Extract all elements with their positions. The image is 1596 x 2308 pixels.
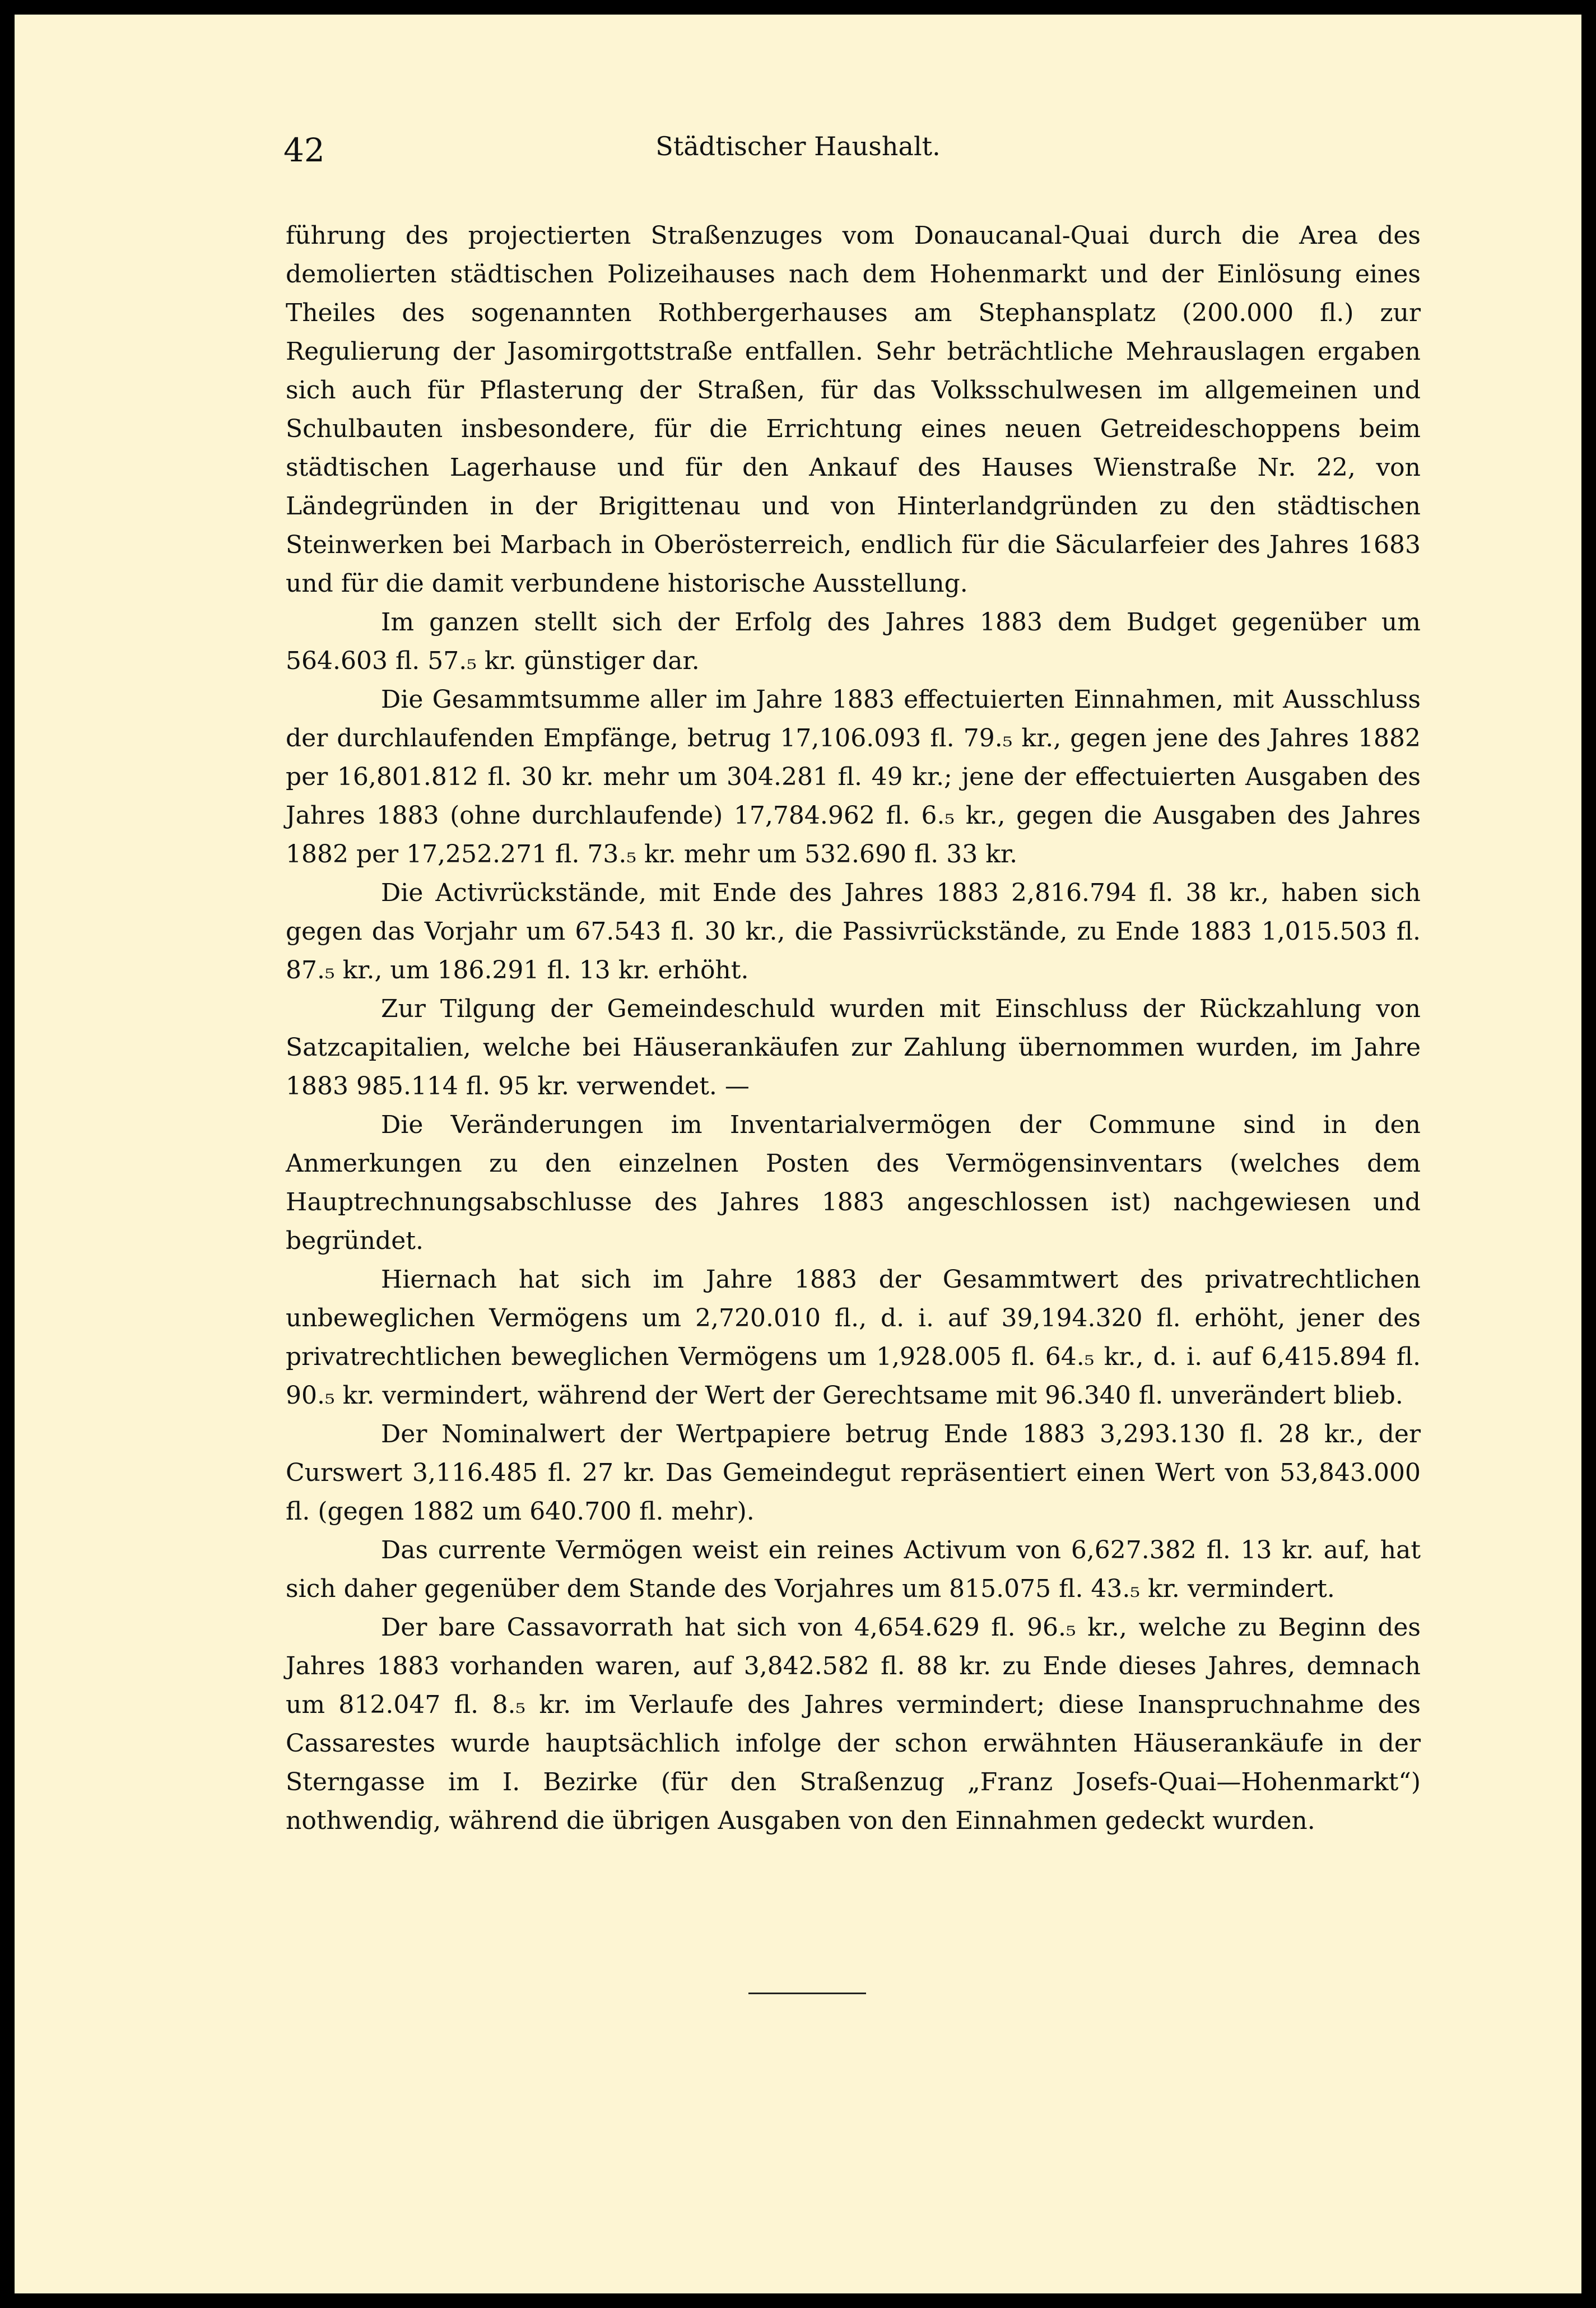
paragraph-4: Die Activrückstände, mit Ende des Jahres 1883 2,816.794 fl. 38 kr., haben sich gegen das Vorjahr um 67.543 fl. 30 kr., die Passivrückstände, zu Ende 1883 1,015.503 fl. 87.₅ kr., um 186.291 fl. 13 kr. erhöht. [286,879,1421,985]
closing-rule [748,1993,866,1994]
body-text [286,216,1421,1840]
paragraph-3: Die Gesammtsumme aller im Jahre 1883 effectuierten Einnahmen, mit Ausschluss der durchlaufenden Empfänge, betrug 17,106.093 fl. 79.₅ kr., gegen jene des Jahres 1882 per 16,801.812 fl. 30 kr. mehr um 304.281 fl. 49 kr.; jene der effectuierten Ausgaben des Jahres 1883 (ohne durchlaufende) 17,784.962 fl. 6.₅ kr., gegen die Ausgaben des Jahres 1882 per 17,252.271 fl. 73.₅ kr. mehr um 532.690 fl. 33 kr. [286,685,1421,869]
paragraph-8: Der Nominalwert der Wertpapiere betrug Ende 1883 3,293.130 fl. 28 kr., der Curswert 3,116.485 fl. 27 kr. Das Gemeindegut repräsentiert einen Wert von 53,843.000 fl. (gegen 1882 um 640.700 fl. mehr). [286,1420,1421,1526]
paragraph-1: führung des projectierten Straßenzuges vom Donaucanal-Quai durch die Area des demolierten städtischen Polizeihauses nach dem Hohenmarkt und der Einlösung eines Theiles des sogenannten Rothbergerhauses am Stephansplatz (200.000 fl.) zur Regulierung der Jasomirgottstraße entfallen. Sehr beträchtliche Mehrauslagen ergaben sich auch für Pflasterung der Straßen, für das Volksschulwesen im allgemeinen und Schulbauten insbesondere, für die Errichtung eines neuen Getreideschoppens beim städtischen Lagerhause und für den Ankauf des Hauses Wienstraße Nr. 22, von Ländegründen in der Brigittenau und von Hinterlandgründen zu den städtischen Steinwerken bei Marbach in Oberösterreich, endlich für die Säcularfeier des Jahres 1683 und für die damit verbundene historische Ausstellung. [286,221,1421,598]
paragraph-2: Im ganzen stellt sich der Erfolg des Jahres 1883 dem Budget gegenüber um 564.603 fl. 57.₅ kr. günstiger dar. [286,608,1421,675]
page-header [15,131,1581,170]
page-number: 42 [283,131,325,169]
paragraph-10: Der bare Cassavorrath hat sich von 4,654.629 fl. 96.₅ kr., welche zu Beginn des Jahres 1883 vorhanden waren, auf 3,842.582 fl. 88 kr. zu Ende dieses Jahres, demnach um 812.047 fl. 8.₅ kr. im Verlaufe des Jahres vermindert; diese Inanspruchnahme des Cassarestes wurde hauptsächlich infolge der schon erwähnten Häuserankäufe in der Sterngasse im I. Bezirke (für den Straßenzug „Franz Josefs-Quai—Hohenmarkt“) nothwendig, während die übrigen Ausgaben von den Einnahmen gedeckt wurden. [286,1613,1421,1835]
document-page [15,15,1581,2293]
paragraph-7: Hiernach hat sich im Jahre 1883 der Gesammtwert des privatrechtlichen unbeweglichen Vermögens um 2,720.010 fl., d. i. auf 39,194.320 fl. erhöht, jener des privatrechtlichen beweglichen Vermögens um 1,928.005 fl. 64.₅ kr., d. i. auf 6,415.894 fl. 90.₅ kr. vermindert, während der Wert der Gerechtsame mit 96.340 fl. unverändert blieb. [286,1265,1421,1410]
running-title: Städtischer Haushalt. [655,131,941,161]
paragraph-5: Zur Tilgung der Gemeindeschuld wurden mit Einschluss der Rückzahlung von Satzcapitalien, welche bei Häuserankäufen zur Zahlung übernommen wurden, im Jahre 1883 985.114 fl. 95 kr. verwendet. — [286,995,1421,1100]
paragraph-6: Die Veränderungen im Inventarialvermögen der Commune sind in den Anmerkungen zu den einzelnen Posten des Vermögensinventars (welches dem Hauptrechnungsabschlusse des Jahres 1883 angeschlossen ist) nachgewiesen und begründet. [286,1111,1421,1255]
paragraph-9: Das currente Vermögen weist ein reines Activum von 6,627.382 fl. 13 kr. auf, hat sich daher gegenüber dem Stande des Vorjahres um 815.075 fl. 43.₅ kr. vermindert. [286,1536,1421,1603]
